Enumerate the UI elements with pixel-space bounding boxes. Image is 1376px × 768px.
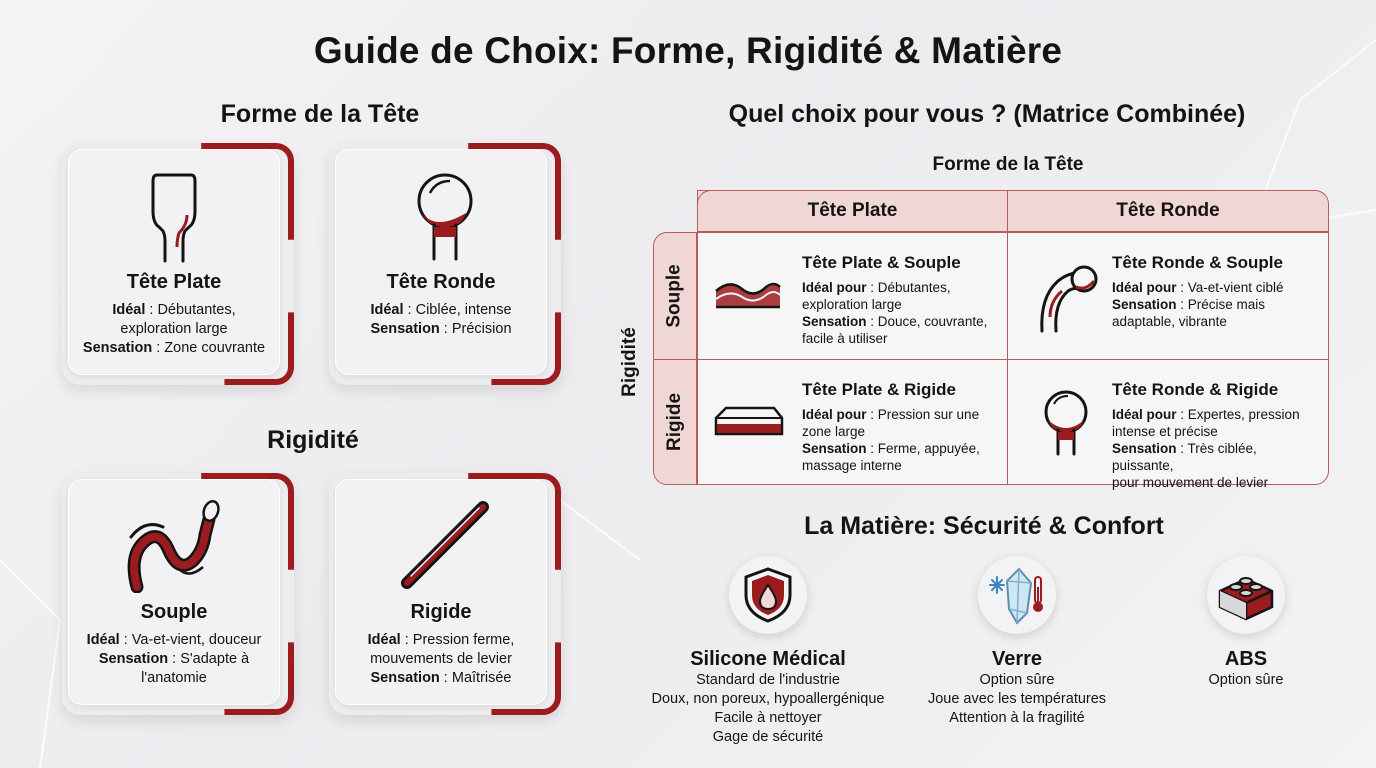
- material-title: Verre: [991, 648, 1043, 670]
- material-abs: [1106, 556, 1376, 690]
- cell-description: Idéal pour : Expertes, pression intense et précise Sensation : Très ciblée, puissante, pour mouvement de levier: [1112, 407, 1300, 490]
- material-line: Standard de l'industrie: [696, 672, 840, 688]
- matrix-cell: [697, 232, 1008, 360]
- flat-head-icon: [143, 169, 213, 265]
- glass-crystal-icon: [985, 563, 1049, 627]
- flat-rigid-icon: [712, 400, 784, 444]
- material-title: ABS: [1224, 648, 1268, 670]
- round-soft-icon: [1034, 257, 1098, 335]
- flexible-shape-icon: [123, 497, 233, 593]
- matrix-cell: [1007, 232, 1329, 360]
- material-line: Attention à la fragilité: [949, 710, 1085, 726]
- matrix-row-header: Souple: [653, 232, 697, 360]
- rigid-rod-icon: [395, 497, 495, 593]
- material-line: Facile à nettoyer: [714, 710, 822, 726]
- matrix-cell: [697, 359, 1008, 485]
- card-title: Rigide: [410, 601, 472, 623]
- abs-brick-icon: [1214, 567, 1278, 623]
- section-title-rigidite: Rigidité: [267, 426, 359, 454]
- card-rigide: [329, 473, 561, 715]
- material-line: Option sûre: [1208, 672, 1284, 688]
- flat-soft-icon: [712, 273, 784, 317]
- cell-description: Idéal pour : Pression sur une zone large Sensation : Ferme, appuyée, massage interne: [802, 407, 980, 473]
- card-title: Tête Plate: [126, 271, 222, 293]
- card-title: Souple: [140, 601, 208, 623]
- page-title: Guide de Choix: Forme, Rigidité & Matière: [313, 30, 1063, 71]
- material-line: Option sûre: [979, 672, 1055, 688]
- card-souple: [62, 473, 294, 715]
- card-description: Idéal : Pression ferme, mouvements de levier Sensation : Maîtrisée: [367, 632, 515, 686]
- card-tete-ronde: [329, 143, 561, 385]
- matrix-cell: [1007, 359, 1329, 490]
- cell-title: Tête Plate & Rigide: [802, 380, 956, 399]
- material-line: Doux, non poreux, hypoallergénique: [651, 691, 885, 707]
- material-silicone: [628, 556, 908, 747]
- matrix-col-header: Tête Ronde: [1007, 190, 1329, 232]
- cell-title: Tête Ronde & Souple: [1112, 253, 1283, 272]
- card-title: Tête Ronde: [386, 271, 496, 293]
- section-title-matiere: La Matière: Sécurité & Confort: [804, 512, 1164, 540]
- card-tete-plate: [62, 143, 294, 385]
- section-title-forme: Forme de la Tête: [220, 100, 420, 128]
- matrix-row-axis-label: Rigidité: [619, 327, 641, 397]
- material-line: Gage de sécurité: [712, 729, 824, 745]
- material-line: Joue avec les températures: [927, 691, 1107, 707]
- card-description: Idéal : Va-et-vient, douceur Sensation : S'adapte à l'anatomie: [86, 632, 262, 686]
- cell-description: Idéal pour : Débutantes, exploration large Sensation : Douce, couvrante, facile à utiliser: [802, 280, 988, 346]
- cell-description: Idéal pour : Va-et-vient ciblé Sensation : Précise mais adaptable, vibrante: [1112, 280, 1284, 329]
- matrix-col-axis-label: Forme de la Tête: [932, 154, 1084, 175]
- matrix-row-axis: [610, 322, 650, 402]
- matrix-col-header: Tête Plate: [697, 190, 1008, 232]
- matrix-row-header: Rigide: [653, 359, 697, 485]
- shield-drop-icon: [740, 565, 796, 625]
- cell-title: Tête Plate & Souple: [802, 253, 961, 272]
- section-title-matrice: Quel choix pour vous ? (Matrice Combinée): [728, 100, 1246, 128]
- round-head-icon: [410, 169, 480, 265]
- round-rigid-icon: [1038, 388, 1094, 458]
- material-title: Silicone Médical: [690, 648, 846, 670]
- card-description: Idéal : Ciblée, intense Sensation : Précision: [370, 302, 512, 337]
- cell-title: Tête Ronde & Rigide: [1112, 380, 1279, 399]
- card-description: Idéal : Débutantes, exploration large Sensation : Zone couvrante: [82, 302, 266, 356]
